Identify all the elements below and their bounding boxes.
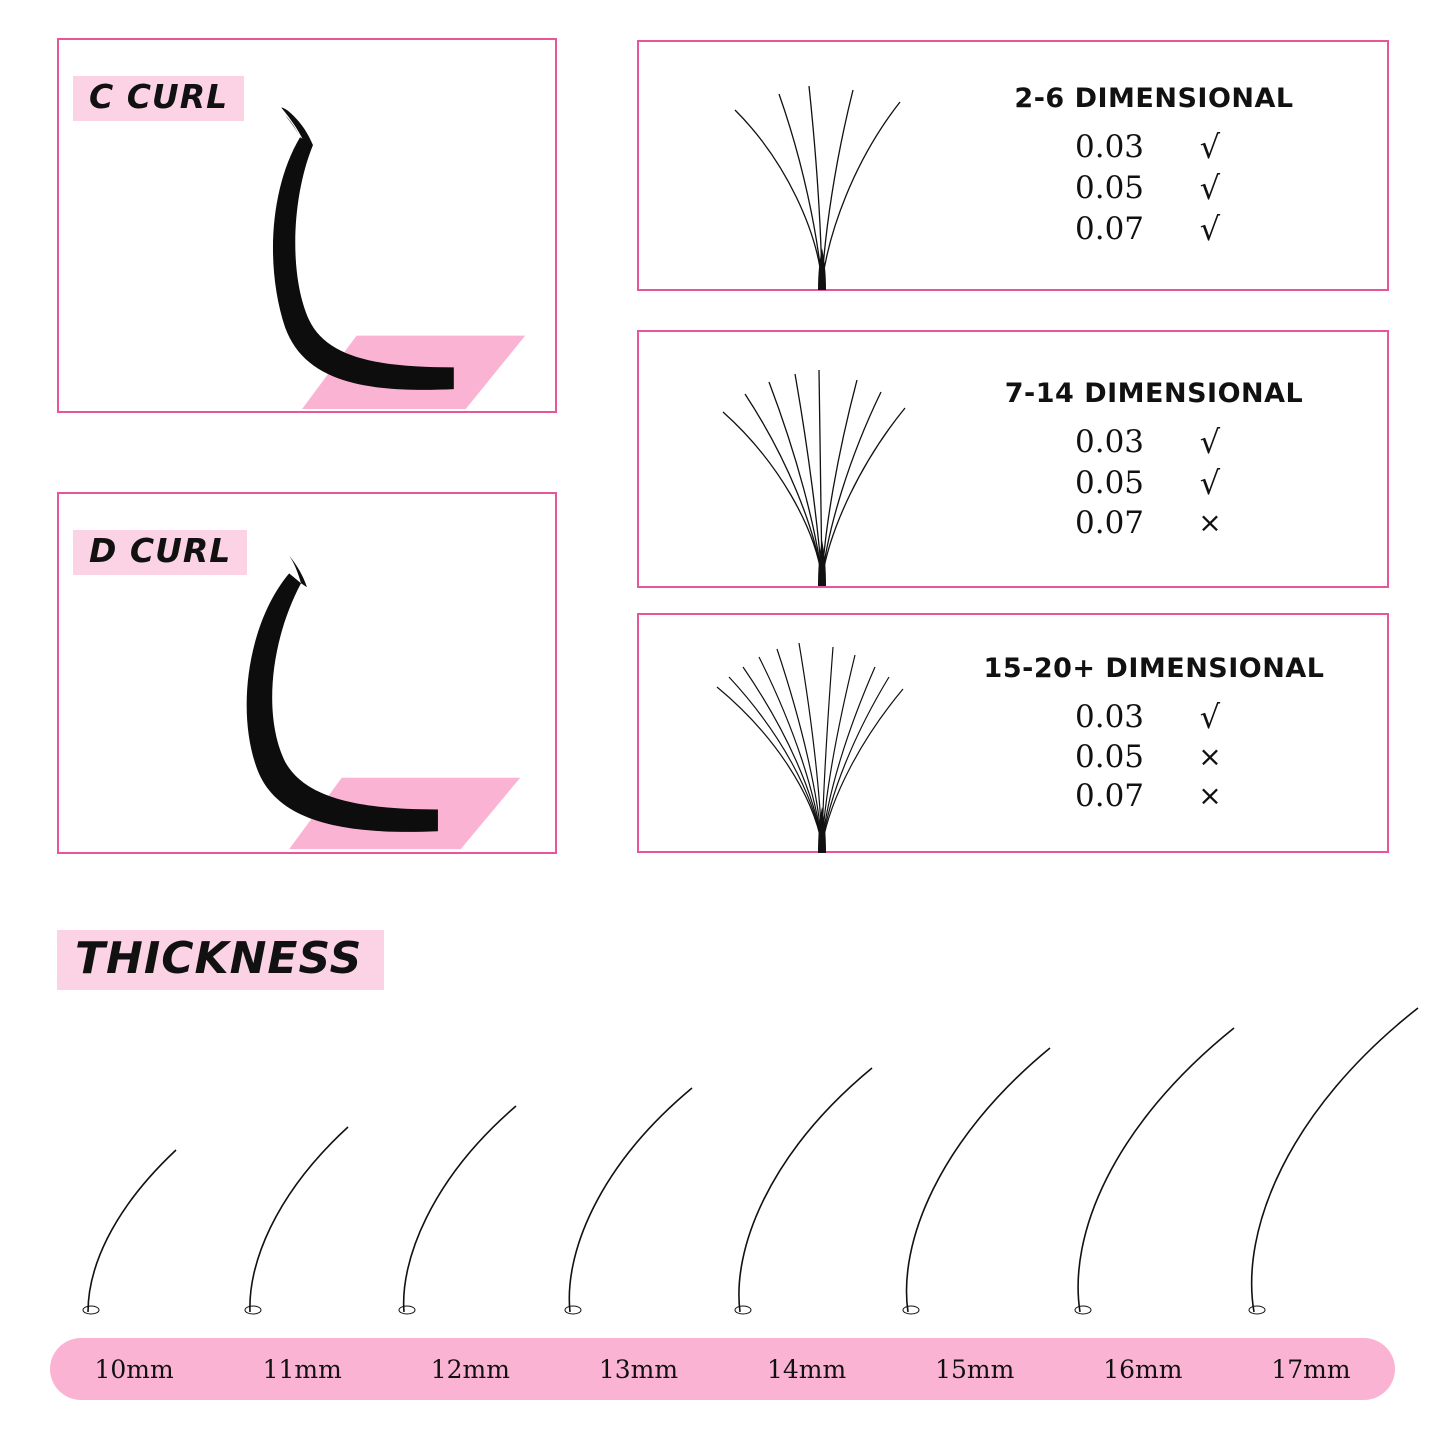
size-label-11mm: 11mm [262, 1354, 342, 1384]
spec-thickness: 0.03 [1075, 423, 1145, 460]
spec-mark: √ [1199, 169, 1221, 207]
spec-mark: √ [1199, 697, 1221, 736]
spec-row [1075, 169, 1233, 207]
spec-mark: √ [1199, 210, 1221, 248]
spec-thickness: 0.03 [1075, 129, 1145, 165]
lash-curl-d-icon [59, 494, 555, 853]
lash-fan-6d-icon [657, 42, 987, 293]
dimensional-info-7-14 [959, 332, 1349, 586]
d-curl-panel [57, 492, 557, 854]
spec-thickness: 0.05 [1075, 738, 1145, 775]
spec-thickness: 0.05 [1075, 170, 1145, 206]
lash-14mm-icon [722, 1038, 904, 1320]
spec-row [1075, 464, 1233, 502]
dimensional-panel-7-14 [637, 330, 1389, 588]
spec-mark: × [1198, 779, 1222, 812]
c-curl-panel [57, 38, 557, 413]
spec-mark: √ [1199, 463, 1221, 502]
spec-row [1075, 505, 1233, 541]
size-label-10mm: 10mm [94, 1354, 174, 1384]
size-bar [50, 1338, 1395, 1400]
dimensional-panel-15-20 [637, 613, 1389, 853]
spec-thickness: 0.07 [1075, 504, 1145, 541]
spec-mark: √ [1199, 422, 1221, 461]
size-label-13mm: 13mm [598, 1354, 679, 1384]
dimensional-info-2-6 [959, 42, 1349, 289]
dimensional-title: 7-14 DIMENSIONAL [1004, 377, 1304, 409]
lash-10mm-icon [70, 1120, 210, 1320]
c-curl-label: C CURL [73, 76, 244, 121]
spec-thickness: 0.07 [1075, 211, 1145, 247]
lash-fan-14d-icon [657, 332, 987, 590]
spec-row [1075, 423, 1233, 461]
lash-12mm-icon [386, 1074, 552, 1320]
spec-row [1075, 778, 1233, 814]
spec-row [1075, 739, 1233, 775]
lash-13mm-icon [552, 1058, 728, 1320]
spec-row [1075, 210, 1233, 248]
lash-15mm-icon [890, 1020, 1082, 1320]
spec-mark: × [1198, 506, 1222, 539]
size-label-17mm: 17mm [1271, 1354, 1351, 1384]
dimensional-info-15-20 [959, 615, 1349, 851]
lash-fan-20d-icon [657, 615, 987, 855]
lash-17mm-icon [1236, 984, 1445, 1320]
dimensional-title: 2-6 DIMENSIONAL [1014, 83, 1294, 114]
d-curl-label: D CURL [73, 530, 247, 575]
lash-length-row [50, 980, 1395, 1320]
spec-thickness: 0.05 [1075, 464, 1145, 501]
lash-11mm-icon [232, 1095, 382, 1320]
spec-row [1075, 128, 1233, 166]
size-label-15mm: 15mm [935, 1354, 1015, 1384]
spec-thickness: 0.07 [1075, 777, 1145, 814]
size-label-16mm: 16mm [1103, 1354, 1183, 1384]
lash-curl-c-icon [59, 40, 555, 412]
dimensional-title: 15-20+ DIMENSIONAL [983, 652, 1325, 684]
size-label-12mm: 12mm [430, 1354, 510, 1384]
spec-mark: √ [1199, 128, 1221, 166]
dimensional-panel-2-6 [637, 40, 1389, 291]
thickness-label: THICKNESS [57, 930, 384, 990]
spec-row [1075, 698, 1233, 736]
spec-mark: × [1198, 740, 1222, 773]
spec-thickness: 0.03 [1075, 698, 1145, 735]
size-label-14mm: 14mm [766, 1354, 847, 1384]
